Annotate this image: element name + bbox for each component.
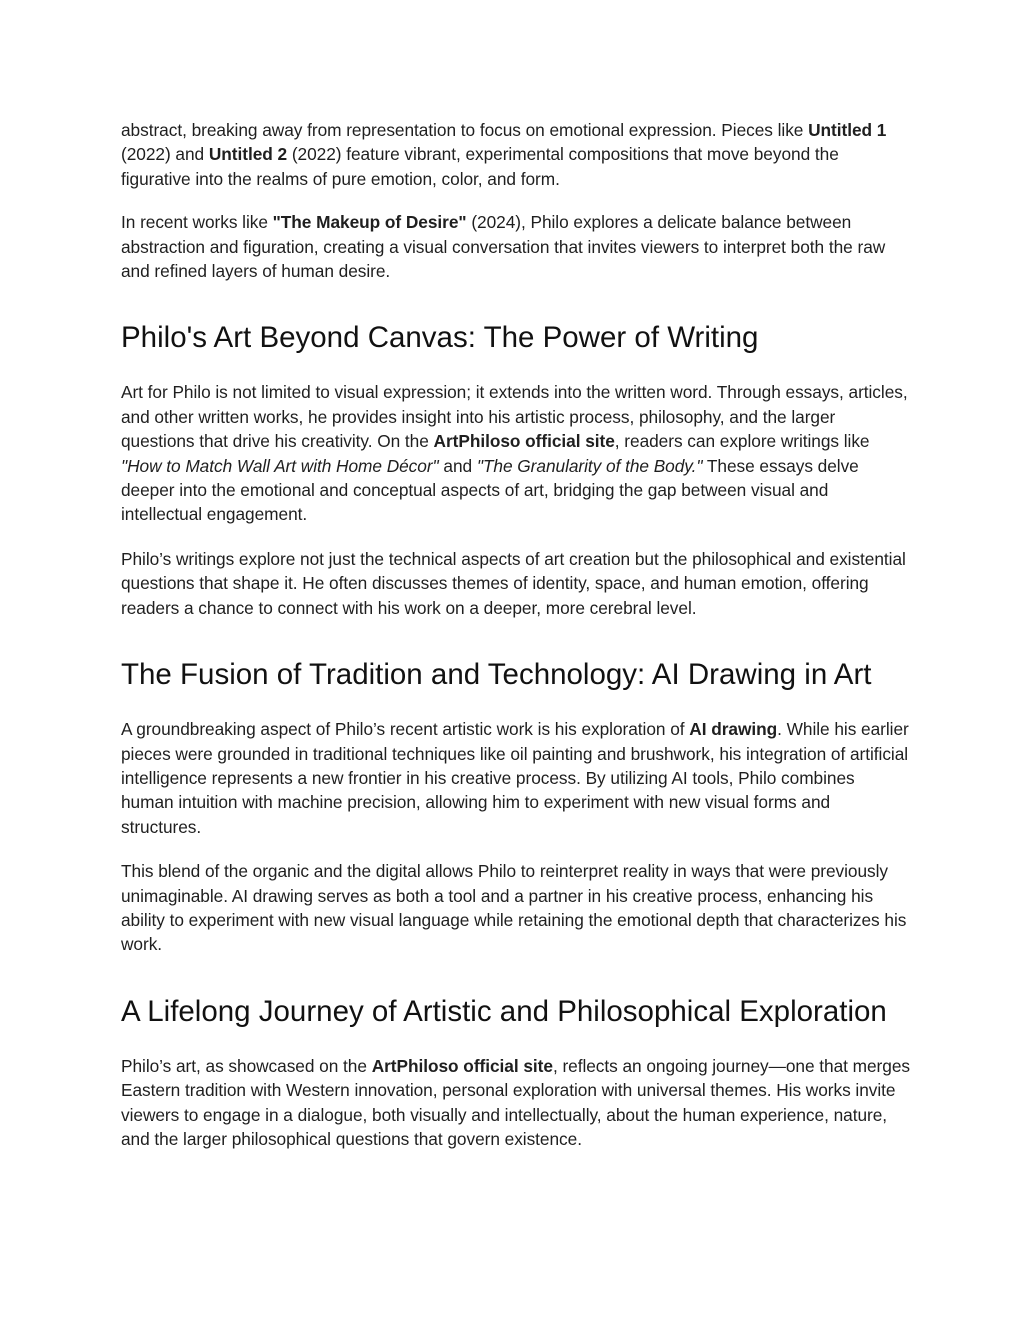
paragraph-journey	[121, 1054, 911, 1152]
text-run: Philo’s art, as showcased on the	[121, 1055, 372, 1076]
text-run: (2024), Philo explores a delicate balance between abstraction and figuration, creating a visual conversation that invites viewers to interpret both the raw and refined layers of human desire.	[121, 212, 886, 282]
text-run: , reflects an ongoing journey—one that merges Eastern tradition with Western innovation, personal exploration with universal themes. His works invite viewers to engage in a dialogue, both visually and intellectually, about the human experience, nature, and the larger philosophical questions that govern existence.	[121, 1055, 910, 1149]
paragraph-organic-digital: This blend of the organic and the digital allows Philo to reinterpret reality in ways that were previously unimaginable. AI drawing serves as both a tool and a partner in his creative process, enhancing his ability to experiment with new visual language while retaining the emotional depth that characterizes his work.	[121, 861, 907, 955]
bold-ai-drawing: AI drawing	[689, 719, 778, 740]
bold-title-untitled-2: Untitled 2	[208, 144, 288, 165]
bold-artphiloso-site: ArtPhiloso official site	[371, 1055, 553, 1076]
heading-beyond-canvas: Philo's Art Beyond Canvas: The Power of Writing	[121, 321, 759, 355]
paragraph-writing	[121, 380, 911, 526]
paragraph-writings-themes: Philo’s writings explore not just the technical aspects of art creation but the philosophical and existential questions that shape it. He often discusses themes of identity, space, and human emotion, offering readers a chance to connect with his work on a deeper, more cerebral level.	[121, 548, 906, 618]
paragraph-makeup-of-desire	[121, 210, 911, 283]
document-page	[121, 116, 911, 1151]
text-run: These essays delve deeper into the emotional and conceptual aspects of art, bridging the gap between visual and intellectual engagement.	[121, 455, 859, 525]
text-run: . While his earlier pieces were grounded in traditional techniques like oil painting and brushwork, his integration of artificial intelligence represents a new frontier in his creative process. By utilizing AI tools, Philo combines human intuition with machine precision, allowing him to experiment with new visual forms and structures.	[121, 719, 909, 837]
text-run: (2022) feature vibrant, experimental compositions that move beyond the figurative into the realms of pure emotion, color, and form.	[121, 144, 839, 189]
text-run: , readers can explore writings like	[614, 431, 870, 452]
text-run: A groundbreaking aspect of Philo’s recent artistic work is his exploration of	[121, 719, 690, 740]
bold-artphiloso-site: ArtPhiloso official site	[433, 431, 615, 452]
italic-essay-title-wall-art: "How to Match Wall Art with Home Décor"	[121, 455, 439, 476]
bold-title-makeup-of-desire: "The Makeup of Desire"	[272, 212, 467, 233]
text-run: and	[438, 455, 477, 476]
text-run: abstract, breaking away from representation to focus on emotional expression. Pieces like	[121, 120, 809, 140]
bold-title-untitled-1: Untitled 1	[808, 120, 887, 140]
paragraph-ai-exploration	[121, 717, 911, 839]
text-run: (2022) and	[121, 144, 209, 165]
heading-ai-drawing: The Fusion of Tradition and Technology: AI Drawing in Art	[121, 658, 872, 692]
paragraph-abstract-works	[121, 118, 911, 191]
text-run: In recent works like	[121, 212, 273, 233]
text-run: Art for Philo is not limited to visual expression; it extends into the written word. Through essays, articles, and other written works, he provides insight into his artistic process, philosophy, and the larger questions that drive his creativity. On the	[121, 382, 908, 452]
heading-lifelong-journey: A Lifelong Journey of Artistic and Philosophical Exploration	[121, 994, 887, 1028]
italic-essay-title-granularity: "The Granularity of the Body."	[476, 455, 703, 476]
